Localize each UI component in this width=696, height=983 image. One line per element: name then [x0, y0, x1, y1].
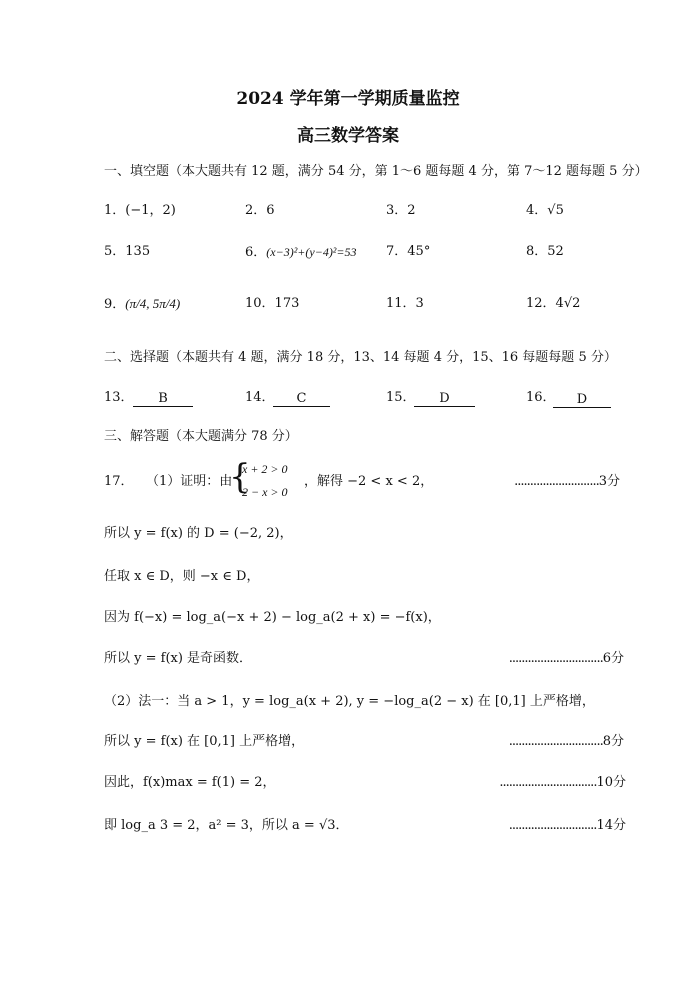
q17-solve-text: ，解得 −2 < x < 2， — [304, 474, 434, 489]
answer-number: 10． — [245, 296, 275, 311]
q17-label: 17． — [104, 474, 134, 489]
q17-odd-line: 所以 y = f(x) 是奇函数． — [104, 651, 253, 666]
q17-final-line: 即 log_a 3 = 2，a² = 3，所以 a = √3． — [104, 818, 349, 833]
q17-part1-prefix: （1）证明：由 — [146, 474, 233, 489]
document-title: 2024 学年第一学期质量监控 — [236, 89, 460, 109]
answer-value: 173 — [274, 296, 300, 311]
answer-value: 6 — [266, 203, 275, 218]
system-condition-2: 2 − x > 0 — [242, 485, 288, 499]
answer-3 — [386, 203, 416, 219]
answer-value: 45° — [407, 244, 431, 259]
answer-number: 5． — [104, 244, 126, 259]
section3-heading: 三、解答题（本大题满分 78 分） — [104, 429, 298, 444]
answer-number: 6． — [245, 245, 267, 260]
answer-number: 9． — [104, 297, 126, 312]
choice-16-answer: D — [553, 392, 611, 408]
system-brace: { — [229, 457, 251, 497]
q17-because-line: 因为 f(−x) = log_a(−x + 2) − log_a(2 + x) = −f(x)， — [104, 610, 441, 625]
answer-6 — [245, 244, 357, 261]
answer-8 — [526, 244, 564, 260]
answer-value: 4√2 — [555, 296, 581, 311]
answer-4 — [526, 203, 564, 219]
answer-number: 11． — [386, 296, 416, 311]
answer-value: 2 — [407, 203, 416, 218]
answer-value: 135 — [125, 244, 151, 259]
choice-13-answer: B — [133, 391, 193, 407]
section2-heading: 二、选择题（本题共有 4 题，满分 18 分，13、14 每题 4 分，15、16 每题每题 5 分） — [104, 350, 617, 365]
score-mark-1: ...........................3分 — [514, 474, 620, 489]
choice-16-number: 16． — [526, 390, 556, 405]
answer-number: 3． — [386, 203, 408, 218]
answer-number: 12． — [526, 296, 556, 311]
choice-14-answer: C — [273, 391, 330, 407]
answer-5 — [104, 244, 150, 260]
answer-value: (x−3)²+(y−4)²=53 — [266, 245, 357, 259]
answer-value: 52 — [547, 244, 564, 259]
score-mark-2: ..............................6分 — [508, 651, 624, 666]
answer-number: 7． — [386, 244, 408, 259]
answer-2 — [245, 203, 275, 219]
score-mark-3: ..............................8分 — [508, 734, 624, 749]
answer-value: √5 — [547, 203, 564, 218]
choice-13-number: 13． — [104, 390, 134, 405]
answer-number: 2． — [245, 203, 267, 218]
q17-take-line: 任取 x ∈ D，则 −x ∈ D， — [104, 569, 260, 584]
answer-9 — [104, 296, 180, 313]
section1-heading: 一、填空题（本大题共有 12 题，满分 54 分，第 1～6 题每题 4 分，第 7～12 题每题 5 分） — [104, 164, 648, 179]
choice-15-number: 15． — [386, 390, 416, 405]
answer-11 — [386, 296, 424, 312]
document-subtitle: 高三数学答案 — [297, 126, 399, 146]
choice-14-number: 14． — [245, 390, 275, 405]
answer-10 — [245, 296, 299, 312]
q17-max-line: 因此，f(x)max = f(1) = 2， — [104, 775, 276, 790]
score-mark-4: ...............................10分 — [499, 775, 626, 790]
answer-number: 4． — [526, 203, 548, 218]
answer-value: 3 — [415, 296, 424, 311]
answer-number: 1． — [104, 203, 126, 218]
answer-value: (π/4, 5π/4) — [125, 296, 181, 311]
answer-number: 8． — [526, 244, 548, 259]
q17-domain-line: 所以 y = f(x) 的 D = (−2, 2)， — [104, 526, 293, 541]
q17-method-line: （2）法一：当 a > 1，y = log_a(x + 2), y = −log_a(2 − x) 在 [0,1] 上严格增， — [104, 694, 595, 709]
answer-7 — [386, 244, 430, 260]
system-condition-1: x + 2 > 0 — [242, 462, 288, 476]
answer-value: (−1，2) — [125, 203, 176, 218]
q17-increase-line: 所以 y = f(x) 在 [0,1] 上严格增， — [104, 734, 305, 749]
answer-1 — [104, 203, 176, 219]
answer-12 — [526, 296, 580, 312]
choice-15-answer: D — [414, 391, 475, 407]
score-mark-5: ............................14分 — [508, 818, 626, 833]
